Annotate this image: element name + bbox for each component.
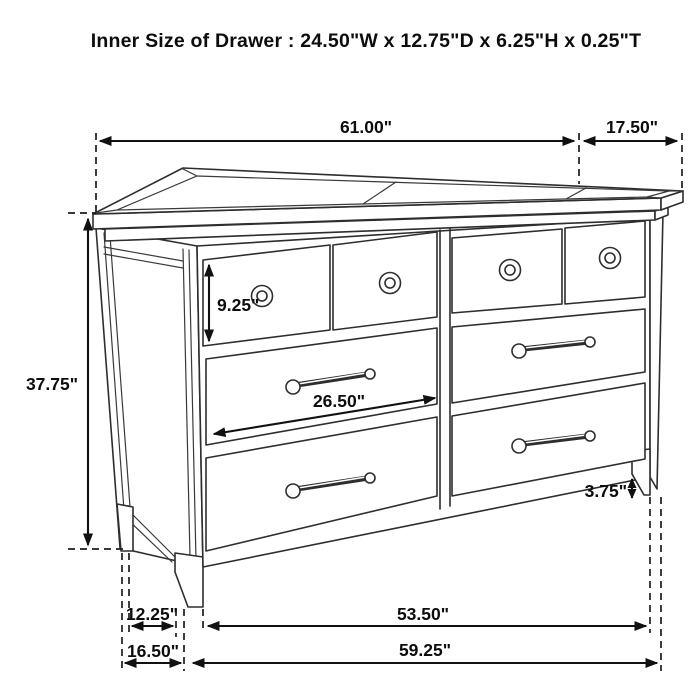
diagram-title: Inner Size of Drawer : 24.50"W x 12.75"D x 6.25"H x 0.25"T bbox=[90, 30, 642, 52]
knob-icon bbox=[600, 248, 621, 269]
dim-label-drawer-width: 26.50" bbox=[312, 391, 366, 411]
dim-label-inner-base-width: 53.50" bbox=[396, 604, 450, 624]
dim-label-overall-height: 37.75" bbox=[25, 374, 79, 394]
dim-label-foot-height: 3.75" bbox=[584, 481, 627, 501]
dim-label-base-width: 59.25" bbox=[398, 640, 452, 660]
dim-base-depth bbox=[125, 641, 181, 663]
dim-label-foot-inset: 12.25" bbox=[125, 604, 179, 624]
dim-label-top-width: 61.00" bbox=[339, 117, 393, 137]
dim-label-top-drawer-height: 9.25" bbox=[217, 295, 260, 315]
dim-foot-height bbox=[585, 479, 632, 501]
dim-label-base-depth: 16.50" bbox=[126, 641, 180, 661]
dim-foot-inset bbox=[126, 604, 178, 626]
dim-label-top-depth: 17.50" bbox=[605, 117, 659, 137]
knob-icon bbox=[380, 273, 401, 294]
knob-icon bbox=[500, 260, 521, 281]
